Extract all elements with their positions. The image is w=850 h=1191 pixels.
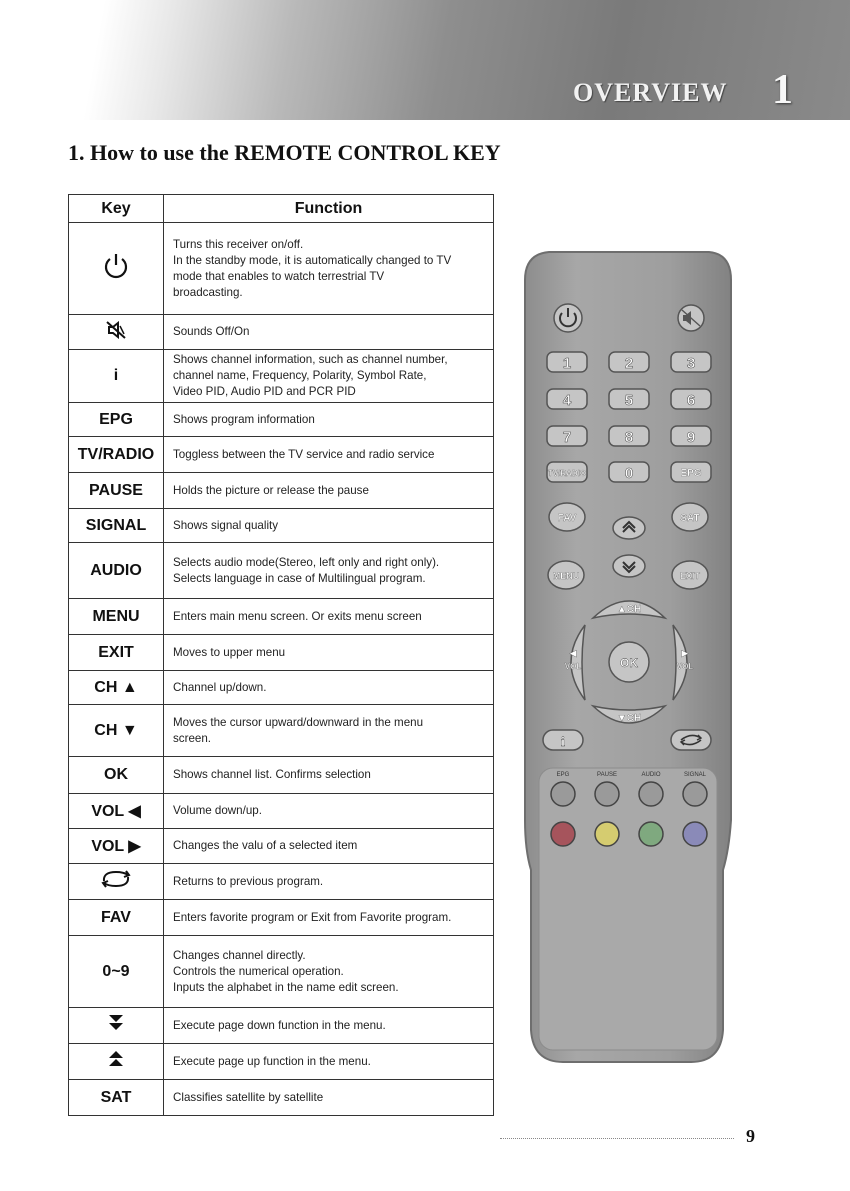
function-line: Holds the picture or release the pause bbox=[173, 483, 369, 497]
function-line: Returns to previous program. bbox=[173, 874, 324, 888]
function-description bbox=[164, 543, 494, 599]
page-up-button bbox=[613, 517, 645, 539]
table-row bbox=[69, 936, 494, 1008]
function-line: Selects audio mode(Stereo, left only and right only). bbox=[173, 555, 440, 569]
sat-button bbox=[672, 503, 708, 531]
key-label: VOL ◀ bbox=[69, 794, 164, 829]
header-banner bbox=[0, 0, 850, 120]
menu-button bbox=[548, 561, 584, 589]
table-row bbox=[69, 437, 494, 473]
function-key-label: SIGNAL bbox=[683, 772, 707, 778]
key-label: EXIT bbox=[69, 635, 164, 671]
function-description bbox=[164, 509, 494, 543]
function-line: Shows signal quality bbox=[173, 518, 279, 532]
vol-right-arrow-icon: ▶ bbox=[681, 648, 689, 658]
function-line: Enters favorite program or Exit from Favorite program. bbox=[173, 910, 452, 924]
function-description bbox=[164, 671, 494, 705]
digit-key bbox=[609, 389, 649, 409]
epg-button bbox=[671, 462, 711, 482]
key-label: SIGNAL bbox=[69, 509, 164, 543]
exit-button-label: EXIT bbox=[679, 571, 701, 581]
page-down-icon bbox=[69, 1008, 164, 1044]
color-key bbox=[595, 822, 619, 846]
table-row bbox=[69, 315, 494, 350]
function-line: Moves to upper menu bbox=[173, 645, 286, 659]
table-row bbox=[69, 543, 494, 599]
function-description bbox=[164, 350, 494, 403]
page-up-icon bbox=[69, 1044, 164, 1080]
table-row bbox=[69, 473, 494, 509]
function-line: Toggless between the TV service and radio service bbox=[173, 447, 435, 461]
key-label: 0~9 bbox=[69, 936, 164, 1008]
function-description bbox=[164, 1044, 494, 1080]
function-description bbox=[164, 864, 494, 900]
digit-key bbox=[547, 389, 587, 409]
vol-left-label: VOL bbox=[564, 662, 582, 671]
key-label: AUDIO bbox=[69, 543, 164, 599]
function-description bbox=[164, 635, 494, 671]
digit-key-label: 9 bbox=[686, 429, 696, 446]
function-description bbox=[164, 473, 494, 509]
table-row bbox=[69, 509, 494, 543]
digit-key bbox=[609, 426, 649, 446]
table-row bbox=[69, 757, 494, 794]
digit-key bbox=[609, 352, 649, 372]
digit-key-label: 3 bbox=[686, 355, 696, 372]
table-row bbox=[69, 1044, 494, 1080]
digit-key bbox=[547, 426, 587, 446]
function-line: Execute page down function in the menu. bbox=[173, 1018, 386, 1032]
function-description bbox=[164, 900, 494, 936]
function-key bbox=[683, 782, 707, 806]
table-row bbox=[69, 599, 494, 635]
page-down-button bbox=[613, 555, 645, 577]
sat-button-label: SAT bbox=[680, 513, 700, 524]
key-label: OK bbox=[69, 757, 164, 794]
remote-key-table bbox=[68, 194, 494, 1116]
function-description bbox=[164, 403, 494, 437]
function-description bbox=[164, 936, 494, 1008]
function-description bbox=[164, 757, 494, 794]
epg-button-label: EPG bbox=[680, 468, 702, 479]
function-description bbox=[164, 599, 494, 635]
digit-key bbox=[671, 389, 711, 409]
function-line: broadcasting. bbox=[173, 285, 243, 299]
key-label: i bbox=[69, 350, 164, 403]
table-row bbox=[69, 829, 494, 864]
function-line: Volume down/up. bbox=[173, 804, 262, 817]
key-label: TV/RADIO bbox=[69, 437, 164, 473]
function-description bbox=[164, 1008, 494, 1044]
key-column-header: Key bbox=[69, 195, 164, 223]
function-description bbox=[164, 794, 494, 829]
function-description bbox=[164, 437, 494, 473]
fav-button-label: FAV bbox=[557, 513, 577, 524]
recall-button bbox=[671, 730, 711, 750]
recall-icon bbox=[69, 864, 164, 900]
chapter-number: 1 bbox=[772, 67, 793, 113]
function-column-header: Function bbox=[164, 195, 494, 223]
function-line: channel name, Frequency, Polarity, Symbol Rate, bbox=[173, 369, 427, 382]
fav-button bbox=[549, 503, 585, 531]
color-key bbox=[639, 822, 663, 846]
ch-up-label: ▲CH bbox=[616, 604, 642, 615]
key-label: FAV bbox=[69, 900, 164, 936]
function-line: Channel up/down. bbox=[173, 680, 267, 694]
function-key-label: EPG bbox=[556, 772, 570, 778]
digit-key-label: 4 bbox=[562, 392, 572, 409]
function-description bbox=[164, 315, 494, 350]
function-description bbox=[164, 1080, 494, 1116]
function-description bbox=[164, 829, 494, 864]
function-line: Controls the numerical operation. bbox=[173, 964, 344, 978]
function-key bbox=[595, 782, 619, 806]
info-button bbox=[543, 730, 583, 750]
color-key bbox=[551, 822, 575, 846]
function-line: Shows channel list. Confirms selection bbox=[173, 768, 371, 781]
function-line: Selects language in case of Multilingual program. bbox=[173, 571, 426, 585]
key-label: EPG bbox=[69, 403, 164, 437]
table-header-row bbox=[69, 195, 494, 223]
table-row bbox=[69, 900, 494, 936]
digit-key bbox=[547, 352, 587, 372]
table-row bbox=[69, 794, 494, 829]
function-description bbox=[164, 705, 494, 757]
digit-key bbox=[671, 352, 711, 372]
function-key-label: PAUSE bbox=[597, 772, 617, 778]
digit-key-label: 2 bbox=[624, 355, 634, 372]
key-label: VOL ▶ bbox=[69, 829, 164, 864]
table-row bbox=[69, 403, 494, 437]
function-key bbox=[551, 782, 575, 806]
vol-left-arrow-icon: ◀ bbox=[569, 648, 577, 658]
remote-lower-panel bbox=[539, 768, 717, 1050]
function-line: Inputs the alphabet in the name edit screen. bbox=[173, 980, 399, 994]
function-line: screen. bbox=[173, 731, 212, 745]
power-button bbox=[554, 304, 582, 332]
ch-down-label: ▼CH bbox=[616, 713, 642, 724]
table-row bbox=[69, 671, 494, 705]
page-number: 9 bbox=[746, 1126, 755, 1146]
function-line: Moves the cursor upward/downward in the menu bbox=[173, 715, 424, 729]
table-row bbox=[69, 223, 494, 315]
vol-right-label: VOL bbox=[676, 662, 694, 671]
tvradio-button bbox=[547, 462, 587, 482]
function-line: In the standby mode, it is automatically changed to TV bbox=[173, 253, 452, 267]
function-line: Classifies satellite by satellite bbox=[173, 1090, 324, 1104]
function-line: Turns this receiver on/off. bbox=[173, 237, 304, 251]
key-label: MENU bbox=[69, 599, 164, 635]
key-label: CH ▼ bbox=[69, 705, 164, 757]
mute-button bbox=[678, 305, 704, 331]
function-line: Execute page up function in the menu. bbox=[173, 1054, 371, 1068]
function-line: Shows program information bbox=[173, 412, 315, 426]
mute-icon bbox=[69, 315, 164, 350]
function-description bbox=[164, 223, 494, 315]
key-label: CH ▲ bbox=[69, 671, 164, 705]
digit-key bbox=[671, 426, 711, 446]
exit-button bbox=[672, 561, 708, 589]
function-line: Enters main menu screen. Or exits menu screen bbox=[173, 609, 422, 623]
function-line: Video PID, Audio PID and PCR PID bbox=[173, 385, 356, 398]
function-line: mode that enables to watch terrestrial TV bbox=[173, 269, 385, 283]
function-line: Changes channel directly. bbox=[173, 948, 306, 962]
info-button-label: i bbox=[561, 735, 565, 750]
table-row bbox=[69, 705, 494, 757]
digit-key-label: 8 bbox=[624, 429, 634, 446]
tvradio-button-label: TV/RADIO bbox=[547, 469, 587, 478]
header-title: OVERVIEW bbox=[573, 78, 728, 107]
function-key-label: AUDIO bbox=[641, 772, 661, 778]
power-icon bbox=[69, 223, 164, 315]
digit-key-label: 5 bbox=[624, 392, 634, 409]
table-row bbox=[69, 350, 494, 403]
digit-key-label: 0 bbox=[624, 465, 634, 482]
digit-key-label: 1 bbox=[562, 355, 572, 372]
table-row bbox=[69, 635, 494, 671]
key-label: SAT bbox=[69, 1080, 164, 1116]
remote-control-image bbox=[523, 250, 733, 1065]
key-label: PAUSE bbox=[69, 473, 164, 509]
page-footer-rule bbox=[500, 1138, 734, 1139]
ok-button bbox=[609, 642, 649, 682]
table-row bbox=[69, 1008, 494, 1044]
digit-key-label: 6 bbox=[686, 392, 696, 409]
table-row bbox=[69, 864, 494, 900]
section-title: 1. How to use the REMOTE CONTROL KEY bbox=[68, 140, 501, 165]
color-key bbox=[683, 822, 707, 846]
function-line: Shows channel information, such as channel number, bbox=[173, 353, 448, 366]
function-line: Sounds Off/On bbox=[173, 325, 250, 338]
function-key bbox=[639, 782, 663, 806]
table-row bbox=[69, 1080, 494, 1116]
function-line: Changes the valu of a selected item bbox=[173, 839, 358, 852]
digit-key bbox=[609, 462, 649, 482]
ok-button-label: OK bbox=[620, 656, 638, 670]
digit-key-label: 7 bbox=[562, 429, 572, 446]
menu-button-label: MENU bbox=[552, 571, 580, 581]
